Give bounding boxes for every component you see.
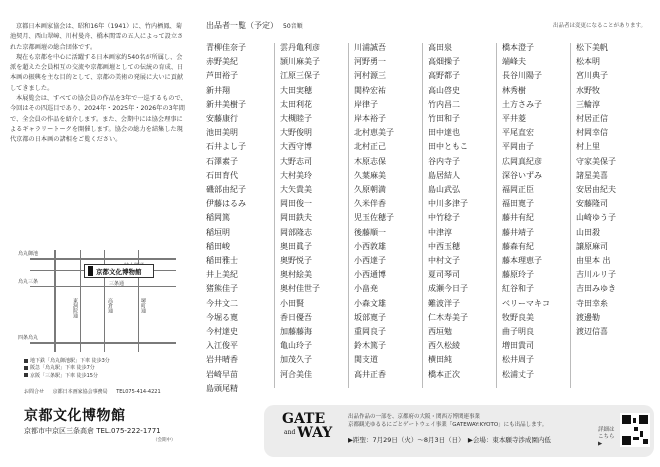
details-link[interactable]: 詳細はこちら▶ <box>598 427 615 447</box>
exhibitor-name: 深谷いずみ <box>502 170 542 180</box>
list-change-note: 出品者は変更になることがあります。 <box>552 23 646 29</box>
exhibitor-name: 広岡真紀彦 <box>502 156 542 166</box>
column-divider <box>496 43 497 388</box>
access-line-hankyu: 阪急「烏丸駅」下車 徒歩7分 <box>24 365 110 372</box>
exhibitor-name: 福田寛子 <box>502 199 534 209</box>
exhibitor-name: 岩崎早苗 <box>206 369 238 379</box>
exhibitor-name: 太田利花 <box>280 99 312 109</box>
exhibitor-name: 川浦誠吾 <box>354 43 386 52</box>
exhibitor-name: 橋本正次 <box>428 369 460 379</box>
exhibitor-name: 守家美保子 <box>576 156 616 166</box>
exhibitor-name: 夏司琴司 <box>428 270 460 280</box>
exhibitor-name: 香日優吾 <box>280 312 312 322</box>
qr-code-icon[interactable] <box>620 413 650 447</box>
exhibitor-name: 岡部隆志 <box>280 227 312 237</box>
exhibitor-name: 西久松綾 <box>428 341 460 351</box>
exhibitor-name: 平井菱 <box>502 114 526 123</box>
intro-text <box>10 22 188 146</box>
exhibitor-name: 島山武弘 <box>428 185 460 194</box>
exhibitor-name: 大西守博 <box>280 142 312 152</box>
exhibitor-name: 高井正香 <box>354 369 386 379</box>
exhibitor-name: 坂部寛子 <box>354 312 386 322</box>
exhibitor-name: 関支道 <box>354 355 378 365</box>
map-road-karasuma <box>54 250 56 352</box>
access-info <box>24 358 110 380</box>
exhibitor-name: 久葉麻美 <box>354 170 386 180</box>
access-line-keihan: 京阪「三条駅」下車 徒歩15分 <box>24 373 110 380</box>
gateway-logo <box>282 412 332 440</box>
exhibitor-name: 平尾直宏 <box>502 128 534 138</box>
exhibitor-name: 北村恵美子 <box>354 128 394 138</box>
map-museum-location <box>84 264 154 278</box>
exhibitor-name: 山田殺 <box>576 227 600 237</box>
exhibitor-name: 奥村絵美 <box>280 270 312 280</box>
map-road-sanjo <box>30 286 176 287</box>
gateway-logo-bottom-row <box>282 426 332 440</box>
contact-label: お問合せ <box>24 389 45 395</box>
exhibitor-name: 大田実穂 <box>280 85 312 95</box>
exhibitor-name: 大村美玲 <box>280 170 312 180</box>
exhibitor-name: 関枠宏祐 <box>354 85 386 95</box>
exhibitor-name: 田中達也 <box>428 128 460 138</box>
access-line-subway: 地下鉄「烏丸御池駅」下車 徒歩3分 <box>24 358 110 365</box>
exhibitor-name: 小田賢 <box>280 298 304 308</box>
exhibitor-name: 藤原玲子 <box>502 270 534 280</box>
exhibitor-name: 渡辺信喜 <box>576 327 608 336</box>
column-divider <box>422 43 423 388</box>
banner-description <box>348 413 547 429</box>
exhibitor-name: 由里本 出 <box>576 256 611 265</box>
map-museum-label: 京都文化博物館 <box>96 268 142 276</box>
exhibitor-name: ベリーマキコ <box>502 298 550 308</box>
exhibitor-name: 石澤素子 <box>206 156 238 166</box>
contact-org: 京都日本画家協会事務局 <box>52 389 108 395</box>
exhibitor-name: 松下美帆 <box>576 43 608 52</box>
exhibitor-name: 林秀樹 <box>502 85 526 95</box>
exhibitor-name: 吉田みゆき <box>576 284 616 294</box>
exhibitor-name: 猪熊佳子 <box>206 284 238 294</box>
exhibitor-name: 石井よし子 <box>206 142 246 152</box>
exhibitor-name: 大槻睦子 <box>280 114 312 123</box>
contact-tel: TEL075-414-4221 <box>116 389 161 395</box>
exhibitor-name: 河村源三 <box>354 71 386 81</box>
banner-line-1: 出品作品の一部を、京都府の大阪・関西万博関連事業 <box>348 414 481 420</box>
exhibitor-name: 岡田鉄夫 <box>280 213 312 223</box>
exhibitor-name: 三輪淳 <box>576 99 600 109</box>
exhibitor-name: 紅谷和子 <box>502 284 534 294</box>
exhibitor-name: 岸律子 <box>354 99 378 109</box>
exhibitor-name: 大野志司 <box>280 156 312 166</box>
exhibitor-name: 村居正信 <box>576 114 608 123</box>
exhibitor-name: 稲岡篤 <box>206 213 230 223</box>
exhibitor-name: 小森文雄 <box>354 298 386 308</box>
exhibitor-name: 小西敦雄 <box>354 241 386 251</box>
map-road-oike <box>30 258 176 260</box>
exhibitor-name: 松井周子 <box>502 355 534 365</box>
exhibitor-name: 松浦丈子 <box>502 369 534 379</box>
exhibitor-name: 中竹稔子 <box>428 213 460 223</box>
exhibitor-name: 久米伴香 <box>354 199 386 209</box>
exhibitor-name: 赤野美紀 <box>206 57 238 67</box>
exhibitor-list-title <box>206 20 303 31</box>
column-divider <box>348 43 349 388</box>
exhibitor-name: 福岡正臣 <box>502 185 534 194</box>
exhibitor-name: 安居由紀夫 <box>576 185 616 194</box>
exhibitor-name: 田中ともこ <box>428 142 468 152</box>
exhibitor-name: 松本明 <box>576 57 600 67</box>
exhibitor-name: 宮川典子 <box>576 71 608 81</box>
intro-paragraph-3: 本展覧会は、すべての協会員の作品を3年で一巡するもので、今回はその四巡目であり、2024年・2025年・2026年の3年間で、全会員の作品を紹介します。また、会期中には協会理事によるギャラリートークを開催します。協会の総力を結集した現代京都の日本画の諸相をご覧ください。 <box>10 95 187 144</box>
exhibitor-name: 藤本理恵子 <box>502 256 542 265</box>
exhibitor-name: 藤井靖子 <box>502 227 534 237</box>
exhibitor-name: 芦田裕子 <box>206 71 238 81</box>
exhibitor-name: 平岡由子 <box>502 142 534 152</box>
exhibitor-name: 渡邊勒 <box>576 312 600 322</box>
exhibitor-name: 奥村佳世子 <box>280 284 320 294</box>
exhibitor-name: 加茂久子 <box>280 355 312 365</box>
exhibitor-name: 西垣勉 <box>428 327 452 336</box>
exhibitor-name: 島頭尾精 <box>206 383 238 393</box>
gateway-logo-and: and <box>284 429 296 436</box>
exhibitor-name: 村上里 <box>576 142 600 152</box>
gateway-banner <box>264 405 654 457</box>
location-marker-icon <box>88 266 93 276</box>
exhibitor-name: 伊藤はるみ <box>206 199 246 209</box>
exhibitor-name: 新井美樹子 <box>206 99 246 109</box>
exhibitor-name: 中津淳 <box>428 227 452 237</box>
exhibitor-name: 土方さみ子 <box>502 99 542 109</box>
exhibitor-name: 安藤康行 <box>206 114 238 123</box>
exhibitor-name: 木原志保 <box>354 156 386 166</box>
exhibitor-name: 竹内昌二 <box>428 99 460 109</box>
exhibitor-name: 横田純 <box>428 355 452 365</box>
exhibitor-name: 今村達史 <box>206 327 238 336</box>
exhibitor-name: 今堀る寛 <box>206 312 238 322</box>
access-map <box>14 250 178 352</box>
exhibitor-name: 藤井有紀 <box>502 213 534 223</box>
exhibitor-name: 中村文子 <box>428 256 460 265</box>
exhibitor-name: 河合美佳 <box>280 369 312 379</box>
gateway-logo-top: GATE <box>282 411 326 427</box>
column-divider <box>274 43 275 388</box>
map-label-karasuma-sanjo: 烏丸三条 <box>18 279 39 285</box>
exhibitor-name: 奥野悦子 <box>280 256 312 265</box>
exhibitor-name: 成瀬今日子 <box>428 284 468 294</box>
exhibitor-name: 大矢貴美 <box>280 185 312 194</box>
exhibitor-name: 寺田幸糸 <box>576 298 608 308</box>
gateway-logo-bottom: WAY <box>297 425 333 441</box>
exhibitor-name: 磯部由紀子 <box>206 185 246 194</box>
map-label-takakura: 高倉通 <box>107 298 113 313</box>
session-note: （会期中） <box>153 438 176 443</box>
exhibitor-name: 池田美明 <box>206 128 238 138</box>
exhibitor-name: 難波洋子 <box>428 298 460 308</box>
exhibitor-name: 岡田俊一 <box>280 199 312 209</box>
column-divider <box>570 43 571 388</box>
map-label-sakaimachi: 堺町通 <box>140 298 146 313</box>
exhibitor-name: 長谷川陽子 <box>502 71 542 81</box>
exhibitor-name: 大野俊明 <box>280 128 312 138</box>
exhibitor-name: 加藤藤海 <box>280 327 312 336</box>
exhibitor-name: 小西通博 <box>354 270 386 280</box>
exhibitor-name: 石田育代 <box>206 170 238 180</box>
exhibitor-name: 島居結人 <box>428 170 460 180</box>
museum-address: 京都市中京区三条高倉 TEL.075-222-1771 <box>24 427 161 435</box>
exhibitor-name: 中川多津子 <box>428 199 468 209</box>
exhibitor-name: 雲丹亀利彦 <box>280 43 320 52</box>
exhibitor-name: 井上美紀 <box>206 270 238 280</box>
exhibitor-name: 吉川ルリ子 <box>576 270 616 280</box>
map-label-higashinotoin: 東洞院通 <box>72 298 78 318</box>
exhibitor-name: 江原三保子 <box>280 71 320 81</box>
exhibitor-name: 安藤隆司 <box>576 199 608 209</box>
exhibitor-name: 青柳佳奈子 <box>206 43 246 52</box>
exhibitor-name: 増田貴司 <box>502 341 534 351</box>
exhibitor-name: 橋本澄子 <box>502 43 534 52</box>
exhibitor-grid <box>206 43 651 395</box>
map-label-shijo-karasuma: 四条烏丸 <box>18 335 39 341</box>
exhibitor-name: 頴川麻美子 <box>280 57 320 67</box>
exhibitor-name: 北村正己 <box>354 142 386 152</box>
exhibitor-name: 村岡幸信 <box>576 128 608 138</box>
list-title-text: 出品者一覧（予定） <box>206 21 278 30</box>
exhibitor-name: 小西達子 <box>354 256 386 265</box>
contact-info <box>24 388 168 395</box>
exhibitor-name: 河野勇一 <box>354 57 386 67</box>
exhibitor-name: 稲垣明 <box>206 227 230 237</box>
intro-paragraph-1: 京都日本画家協会は、昭和16年（1941）に、竹内栖鳳、菊池契月、西山翠嶂、川村曼舟、橋本関雪の五人によって設立された京都画壇の総合団体です。 <box>10 23 184 51</box>
exhibitor-name: 久原朝満 <box>354 185 386 194</box>
list-order: 50音順 <box>283 23 303 30</box>
intro-paragraph-2: 現在も京都を中心に活躍する日本画家約540名が所属し、会派を超えた会員相互の交流や京都画壇としての伝統の育成、日本画の振興を主な目的として、京都の美術の発展に大いに貢献してきました。 <box>10 53 184 92</box>
exhibitor-name: 今井文二 <box>206 298 238 308</box>
bullet-square-icon <box>24 366 28 370</box>
map-road-shijo <box>30 342 176 344</box>
exhibitor-name: 譲原麻司 <box>576 241 608 251</box>
exhibitor-name: 端峰夫 <box>502 57 526 67</box>
exhibitor-name: 牧野良美 <box>502 312 534 322</box>
exhibitor-name: 仁木寿美子 <box>428 312 468 322</box>
exhibitor-name: 鈴木篤子 <box>354 341 386 351</box>
exhibitor-name: 諸星美喜 <box>576 170 608 180</box>
exhibitor-name: 小畠尭 <box>354 284 378 294</box>
banner-line-2: 京都観光ゆるるにごとゲートウェイ事業「GATEWAY:KYOTO」にも出品します。 <box>348 422 548 428</box>
bullet-square-icon <box>24 359 28 363</box>
exhibitor-name: 谷内寺子 <box>428 156 460 166</box>
map-label-sanjo: 三条通 <box>109 281 125 287</box>
exhibitor-name: 奥田眞子 <box>280 241 312 251</box>
exhibitor-name: 竹田和子 <box>428 114 460 123</box>
exhibitor-name: 後藤順一 <box>354 227 386 237</box>
bullet-square-icon <box>24 373 28 377</box>
exhibitor-name: 新井翔 <box>206 85 230 95</box>
exhibitor-name: 亀山玲子 <box>280 341 312 351</box>
exhibitor-name: 曲子明良 <box>502 327 534 336</box>
banner-dates: ▶距聖：7月29日（火）〜8月3日（日） ▶会場：東本願寺渉成園内低 <box>348 436 551 444</box>
exhibitor-name: 稲田峻 <box>206 241 230 251</box>
exhibitor-name: 高畑操子 <box>428 57 460 67</box>
exhibitor-name: 重岡良子 <box>354 327 386 336</box>
exhibitor-name: 高田泉 <box>428 43 452 52</box>
exhibitor-name: 入江俊平 <box>206 341 238 351</box>
exhibitor-name: 水野牧 <box>576 85 600 95</box>
map-road-higashinotoin <box>80 250 81 352</box>
museum-name: 京都文化博物館 <box>24 408 126 424</box>
exhibitor-name: 児玉佐穂子 <box>354 213 394 223</box>
exhibitor-name: 藤森有紀 <box>502 241 534 251</box>
exhibitor-name: 高野都子 <box>428 71 460 81</box>
exhibitor-name: 稲田雅士 <box>206 256 238 265</box>
exhibitor-name: 高山啓史 <box>428 85 460 95</box>
exhibitor-name: 岩井晴香 <box>206 355 238 365</box>
exhibitor-name: 岸本裕子 <box>354 114 386 123</box>
map-label-karasuma-oike: 烏丸御池 <box>18 251 39 257</box>
exhibitor-name: 中西玉穂 <box>428 241 460 251</box>
exhibitor-name: 山崎ゆう子 <box>576 213 616 223</box>
